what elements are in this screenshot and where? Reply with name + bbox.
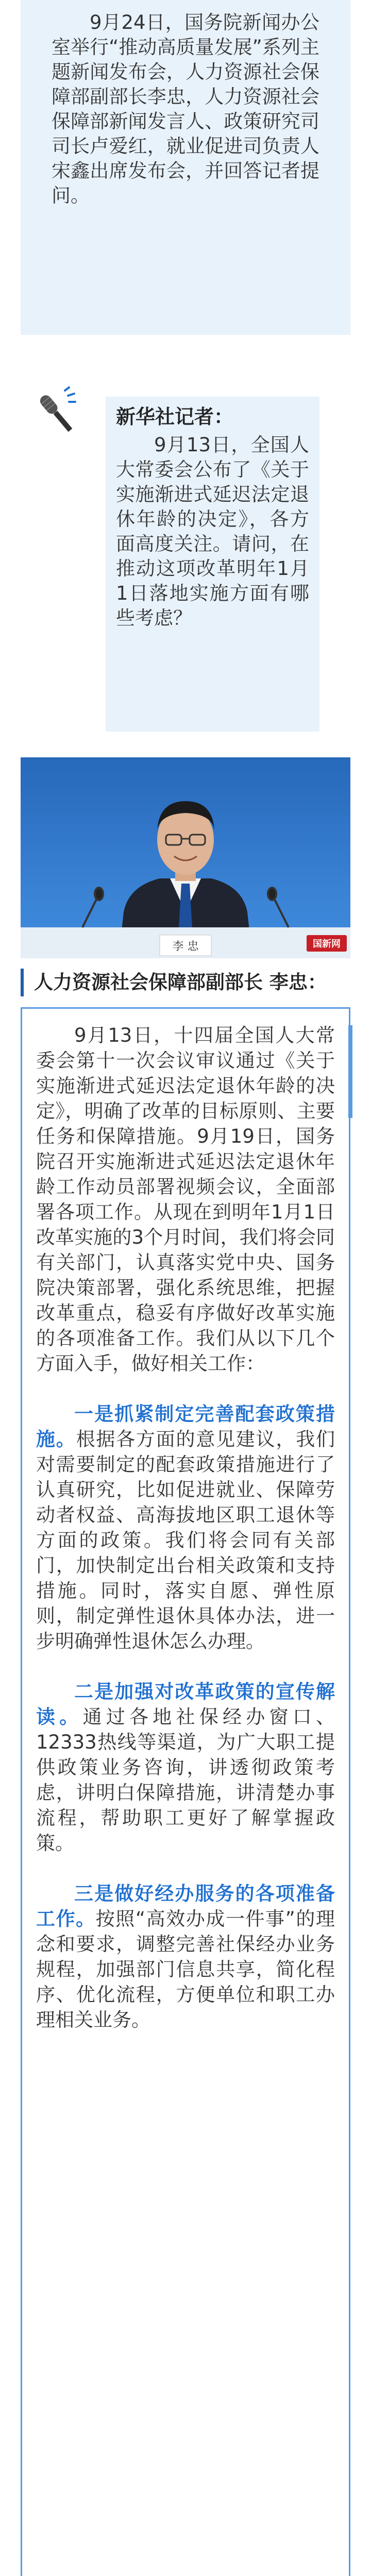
answer-body [36, 1023, 335, 2058]
answer-text-1: 9月13日，十四届全国人大常委会第十一次会议审议通过《关于实施渐进式延迟法定退休年龄的决定》，明确了改革的目标原则、主要任务和保障措施。9月19日，国务院召开实施渐进式延迟法定退休年龄工作动员部署视频会议，全面部署各项工作。从现在到明年1月1日改革实施的3个月时间，我们将会同有关部门，认真落实党中央、国务院决策部署，强化系统思维，把握改革重点，稳妥有序做好改革实施的各项准备工作。我们从以下几个方面入手，做好相关工作： [36, 1024, 335, 1375]
answer-text-2: 根据各方面的意见建议，我们对需要制定的配套政策措施进行了认真研究，比如促进就业、保障劳动者权益、高海拔地区职工退休等方面的政策。我们将会同有关部门，加快制定出台相关政策和支持措施。同时，落实自愿、弹性原则，制定弹性退休具体办法，进一步明确弹性退休怎么办理。 [36, 1428, 335, 1652]
speaker-illustration [21, 757, 350, 958]
microphone-icon [31, 386, 82, 443]
intro-paragraph: 9月24日，国务院新闻办公室举行“推动高质量发展”系列主题新闻发布会，人力资源社会保障部副部长李忠，人力资源社会保障部新闻发言人、政策研究司司长卢爱红，就业促进司负责人宋鑫出席发布会，并回答记者提问。 [52, 11, 319, 207]
highlight-1: 一是抓紧制定完善配套政策措施。 [36, 1403, 335, 1450]
speaker-label: 人力资源社会保障部副部长 李忠： [21, 969, 350, 996]
answer-text-4: 按照“高效办成一件事”的理念和要求，调整完善社保经办业务规程，加强部门信息共享，简化程序、优化流程，方便单位和职工办理相关业务。 [36, 1908, 335, 2031]
answer-paragraph-3 [36, 1679, 335, 1856]
logo-text: 国新网 [313, 939, 341, 950]
highlight-3: 三是做好经办服务的各项准备工作。 [36, 1883, 335, 1930]
question-paragraph: 9月13日，全国人大常委会公布了《关于实施渐进式延迟法定退休年龄的决定》，各方面高度关注。请问，在推动这项改革明年1月1日落地实施方面有哪些考虑？ [116, 434, 309, 629]
reporter-label: 新华社记者： [116, 405, 234, 428]
name-plate: 李 忠 [172, 940, 199, 953]
answer-paragraph-2 [36, 1401, 335, 1654]
answer-paragraph-4 [36, 1881, 335, 2032]
answer-text-3: 通过各地社保经办窗口、12333热线等渠道，为广大职工提供政策业务咨询，讲透彻政策考虑，讲明白保障措施，讲清楚办事流程，帮助职工更好了解掌握政策。 [36, 1706, 335, 1854]
answer-paragraph-1 [36, 1023, 335, 1376]
frame-accent-bar [348, 1025, 352, 1118]
highlight-2: 二是加强对改革政策的宣传解读。 [36, 1681, 335, 1728]
speaker-photo [21, 757, 350, 958]
